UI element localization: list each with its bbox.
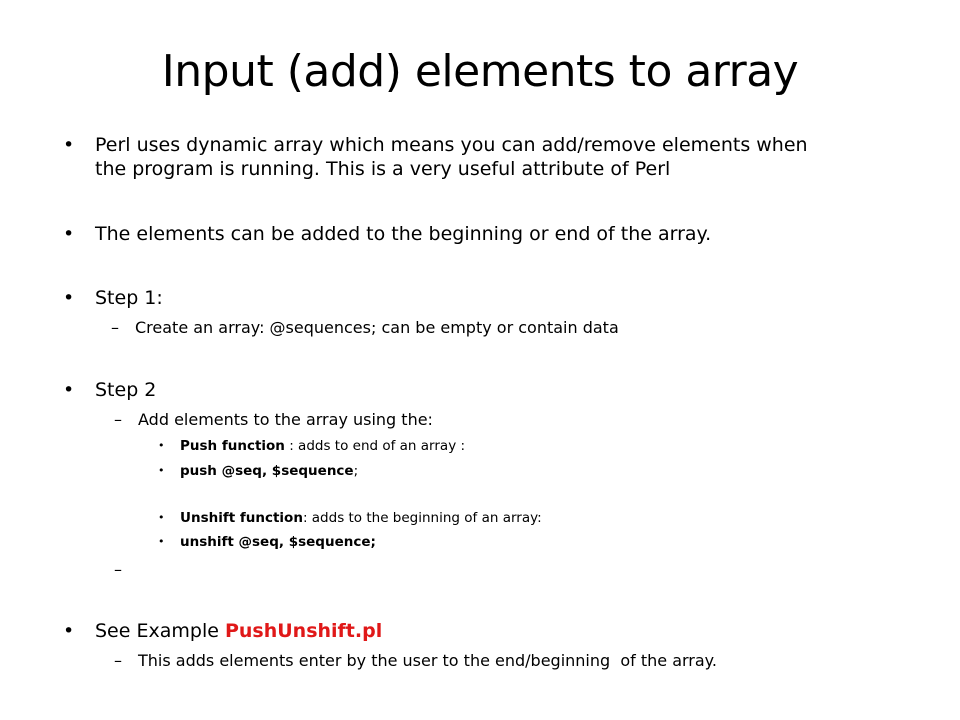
step-2-sub [114,409,433,431]
step-1-text: Create an array: @sequences; can be empty or contain data [135,318,619,337]
item-bold: Push function [180,438,285,454]
dash-marker: – [114,560,122,579]
item-bold: unshift @seq, $sequence; [180,534,376,550]
bullet-marker: • [158,464,165,477]
example-sub [114,650,717,672]
item-rest: : adds to end of an array : [284,438,466,454]
step-2-text: Add elements to the array using the: [138,410,433,429]
item-bold: push @seq, $sequence [180,463,354,479]
slide-title: Input (add) elements to array [161,46,799,97]
bullet-step-2 [63,378,157,402]
step-1-sub [111,317,619,339]
example-filename: PushUnshift.pl [224,620,383,642]
example-prefix: See Example [95,620,225,642]
dash-marker: – [111,318,119,337]
step-2-item [158,437,466,455]
step-2-label: Step 2 [95,379,157,401]
bullet-text: The elements can be added to the beginning or end of the array. [95,223,712,245]
bullet-marker: • [63,620,75,642]
bullet-marker: • [63,287,75,309]
bullet-line: Perl uses dynamic array which means you can add/remove elements when [95,134,808,156]
bullet-marker: • [63,134,75,156]
example-text: This adds elements enter by the user to the end/beginning of the array. [138,651,717,670]
bullet-marker: • [158,535,165,548]
item-rest: ; [353,463,359,479]
item-rest: : adds to the beginning of an array: [302,510,542,526]
dash-marker: – [114,651,122,670]
step-2-item [158,533,376,551]
bullet-line: the program is running. This is a very useful attribute of Perl [95,158,671,180]
step-2-item [158,509,542,527]
bullet-beginning-end [63,222,712,246]
bullet-dynamic-array [63,133,808,181]
bullet-marker: • [158,439,165,452]
dash-marker: – [114,410,122,429]
step-2-item [158,462,359,480]
item-bold: Unshift function [180,510,303,526]
bullet-marker: • [63,223,75,245]
bullet-marker: • [158,511,165,524]
bullet-step-1 [63,286,163,310]
bullet-marker: • [63,379,75,401]
bullet-see-example [63,619,383,643]
step-1-label: Step 1: [95,287,163,309]
